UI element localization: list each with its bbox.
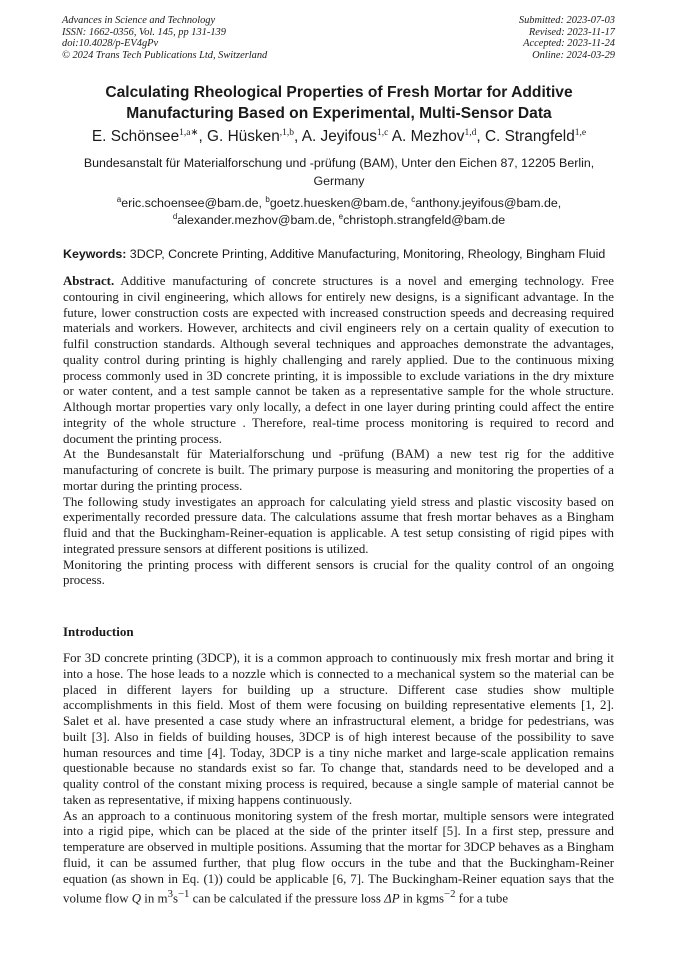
journal-name: Advances in Science and Technology (62, 15, 216, 26)
accepted-date: Accepted: 2023-11-24 (523, 38, 615, 50)
author-emails (60, 195, 618, 228)
author-name: G. Hüsken (207, 128, 280, 145)
author-affil-mark: 1,c (377, 128, 389, 138)
email-link[interactable]: anthony.jeyifous@bam.de, (415, 196, 562, 210)
abstract-paragraph: The following study investigates an approach for calculating yield stress and plastic viscosity based on experimentally recorded pressure data. The calculations assume that fresh mortar behaves as a Bingham fluid and that the Buckingham-Reiner-equation is applicable. A test setup consisting of rigid pipes with integrated pressure sensors at different positions is utilized. (63, 494, 614, 556)
author-separator: , (294, 128, 302, 145)
email-mark: c (411, 195, 416, 204)
abstract-paragraph (63, 274, 614, 447)
author-separator: , (476, 128, 485, 145)
intro-paragraph: For 3D concrete printing (3DCP), it is a common approach to continuously mix fresh mortar and bring it into a hose. The hose leads to a nozzle which is connected to a mechanical system so the material can be placed in different layers for building up a structure. Different case studies show multiple accomplishments in this field. Most of them were focusing on building representative elements [1, 2]. Salet et al. have presented a case study where an infrastructural element, a bridge for pedestrians, was built [3]. Also in fields of building houses, 3DCP is of high interest because of the possibility to save human resources and time [4]. Today, 3DCP is a tiny niche market and large-scale application remains questionable because no standards exist so far. To change that, standards need to be developed and a quality control of the constant mixing process is required, because a single sample of material cannot be taken as representative, if mixing happens continuously. (63, 651, 614, 807)
author-separator: , (198, 128, 208, 145)
email-mark: e (338, 211, 344, 221)
intro-text: in m (141, 891, 168, 906)
journal-header-left (62, 15, 267, 61)
author-affil-mark: 1,d (464, 128, 477, 138)
email-link[interactable]: eric.schoensee@bam.de, (121, 196, 266, 210)
abstract-label: Abstract. (63, 274, 115, 288)
email-link[interactable]: goetz.huesken@bam.de, (269, 196, 412, 210)
revised-date: Revised: 2023-11-17 (528, 26, 615, 38)
intro-text: can be calculated if the pressure loss (189, 891, 385, 906)
keywords-label: Keywords: (63, 247, 127, 261)
abstract-text: Additive manufacturing of concrete structures is a novel and emerging technology. Free contouring in civil engineering, which allows for entirely new designs, is a significant advantage. In the future, lower construction costs are expected with increased construction speeds and decreasing required materials and workers. However, architects and civil engineers rely on a certain quality of execution to fulfil construction standards. Although several techniques and approaches demonstrate the advantages, quality control during printing is highly challenging and rarely applied. Due to the continuous mixing process commonly used in 3D concrete printing, it is impossible to exclude variations in the dry mixture or water content, and a test sample cannot be taken as a representative sample for the whole structure. Although mortar properties vary only locally, a defect in one layer during printing could affect the entire integrity of the whole structure . Therefore, real-time process monitoring is required to record and document the printing process. (63, 274, 614, 446)
math-symbol: ΔP (384, 891, 400, 906)
paper-title (40, 82, 638, 124)
email-mark: d (172, 211, 178, 221)
section-heading-introduction: Introduction (63, 624, 134, 639)
abstract-paragraph: At the Bundesanstalt für Materialforschung und -prüfung (BAM) a new test rig for the additive manufacturing of concrete is built. The primary purpose is measuring and monitoring the properties of a mortar during the printing process. (63, 447, 614, 493)
intro-text: for a tube (455, 891, 509, 906)
journal-header-right (519, 15, 615, 61)
author-affil-mark: 1,a∗ (179, 128, 199, 138)
email-link[interactable]: alexander.mezhov@bam.de, (177, 212, 339, 227)
author-affil-mark: 1,e (574, 128, 587, 138)
doi: doi:10.4028/p-EV4gPv (62, 38, 159, 50)
author-name: C. Strangfeld (484, 128, 575, 145)
author-name: A. Mezhov (391, 128, 465, 145)
intro-text: s (172, 891, 178, 906)
affiliation: Bundesanstalt für Materialforschung und -prüfung (BAM), Unter den Eichen 87, 12205 Berlin, Germany (83, 156, 595, 188)
intro-text: in kgms (399, 891, 444, 906)
author-name: A. Jeyifous (301, 128, 377, 145)
email-mark: a (116, 195, 122, 204)
submitted-date: Submitted: 2023-07-03 (518, 15, 615, 26)
issn: ISSN: 1662-0356, Vol. 145, pp 131-139 (62, 26, 226, 38)
online-date: Online: 2024-03-29 (532, 49, 615, 61)
keywords (63, 246, 623, 262)
author-affil-mark: ,1,b (279, 128, 295, 138)
intro-paragraph (63, 809, 614, 908)
title-line-2: Manufacturing Based on Experimental, Multi-Sensor Data (126, 105, 552, 122)
email-link[interactable]: christoph.strangfeld@bam.de (343, 212, 506, 227)
author-list (20, 127, 658, 147)
unit-exponent: −1 (177, 888, 190, 901)
math-symbol: Q (131, 891, 142, 906)
unit-exponent: −2 (444, 888, 456, 901)
title-line-1: Calculating Rheological Properties of Fresh Mortar for Additive (105, 84, 573, 101)
keywords-text: 3DCP, Concrete Printing, Additive Manufacturing, Monitoring, Rheology, Bingham Fluid (126, 247, 606, 261)
abstract (63, 274, 614, 589)
author-name: E. Schönsee (91, 128, 180, 145)
introduction-body (63, 651, 614, 907)
copyright: © 2024 Trans Tech Publications Ltd, Switzerland (62, 49, 268, 61)
abstract-paragraph: Monitoring the printing process with different sensors is crucial for the quality control of an ongoing process. (63, 557, 614, 588)
unit-exponent: 3 (167, 888, 173, 901)
email-mark: b (265, 195, 270, 204)
intro-text: As an approach to a continuous monitoring system of the fresh mortar, multiple sensors were integrated into a rigid pipe, which can be placed at the side of the printer itself [5]. In a first step, pressure and temperature are observed in multiple positions. Assuming that the mortar for 3DCP behaves as a Bingham fluid, it can be assumed further, that plug flow occurs in the tube and that the Buckingham-Reiner equation (as shown in Eq. (1)) could be applicable [6, 7]. The Buckingham-Reiner equation says that the volume flow (63, 808, 614, 906)
